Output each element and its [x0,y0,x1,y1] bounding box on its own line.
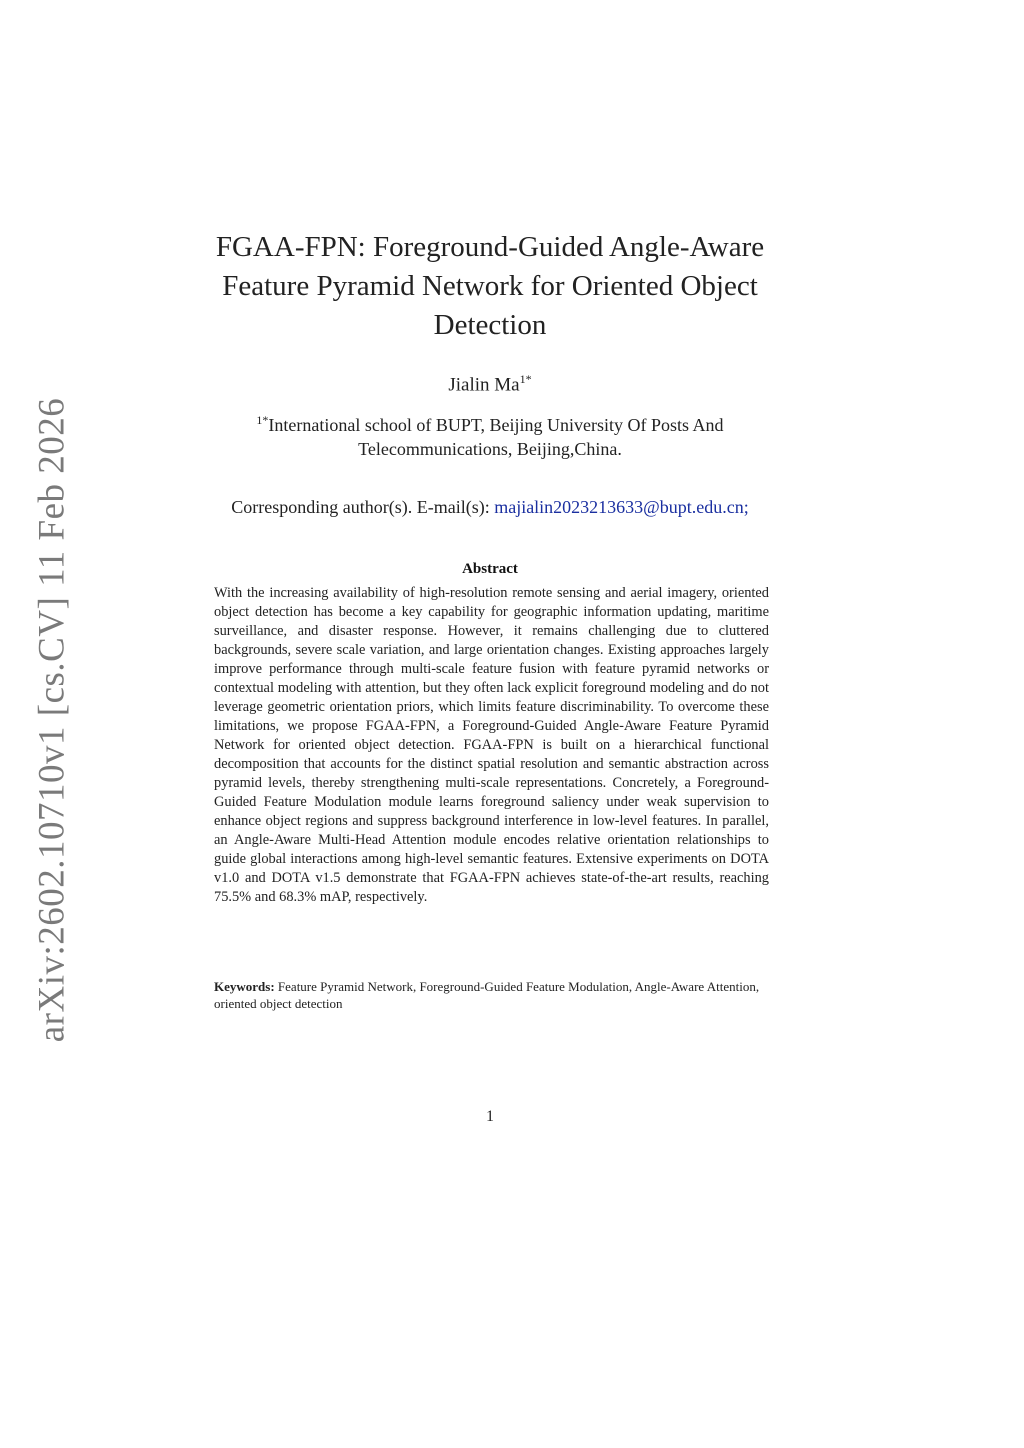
corresponding-email-link[interactable]: majialin2023213633@bupt.edu.cn; [494,497,749,517]
author-name: Jialin Ma [448,374,520,396]
corresponding-author [150,497,830,518]
affiliation-marker: 1* [256,413,269,427]
author-affiliation-marker: 1* [519,372,532,386]
affiliation-line-2: Telecommunications, Beijing,China. [358,439,622,459]
abstract-body: With the increasing availability of high-resolution remote sensing and aerial imagery, oriented object detection has become a key capability for geographic information updating, maritime surveillance, and disaster response. However, it remains challenging due to cluttered backgrounds, severe scale variation, and large orientation changes. Existing approaches largely improve performance through multi-scale feature fusion with feature pyramid networks or contextual modeling with attention, but they often lack explicit foreground modeling and do not leverage geometric orientation priors, which limits feature discriminability. To overcome these limitations, we propose FGAA-FPN, a Foreground-Guided Angle-Aware Feature Pyramid Network for oriented object detection. FGAA-FPN is built on a hierarchical functional decomposition that accounts for the distinct spatial resolution and semantic abstraction across pyramid levels, thereby strengthening multi-scale representations. Concretely, a Foreground-Guided Feature Modulation module learns foreground saliency under weak supervision to enhance object regions and suppress background interference in low-level features. In parallel, an Angle-Aware Multi-Head Attention module encodes relative orientation relationships to guide global interactions among high-level semantic features. Extensive experiments on DOTA v1.0 and DOTA v1.5 demonstrate that FGAA-FPN achieves state-of-the-art results, reaching 75.5% and 68.3% mAP, respectively. [214,585,769,905]
affiliation-line-1-text: International school of BUPT, Beijing University Of Posts And [268,415,724,435]
author-line [190,372,790,396]
keywords [214,978,769,1012]
keywords-text: Feature Pyramid Network, Foreground-Guided Feature Modulation, Angle-Aware Attention, oriented object detection [214,979,760,1011]
corresponding-label: Corresponding author(s). E-mail(s): [231,497,490,517]
abstract-heading: Abstract [462,561,518,577]
title-line-3: Detection [433,309,547,341]
title-line-1: FGAA-FPN: Foreground-Guided Angle-Aware [215,231,765,263]
affiliation-line-1 [190,408,790,437]
paper-title [190,228,790,345]
keywords-label: Keywords: [214,979,275,994]
affiliation [190,408,790,461]
title-line-2: Feature Pyramid Network for Oriented Object [222,270,758,302]
page-number: 1 [486,1108,494,1125]
arxiv-identifier-stamp[interactable]: arXiv:2602.10710v1 [cs.CV] 11 Feb 2026 [31,397,73,1043]
